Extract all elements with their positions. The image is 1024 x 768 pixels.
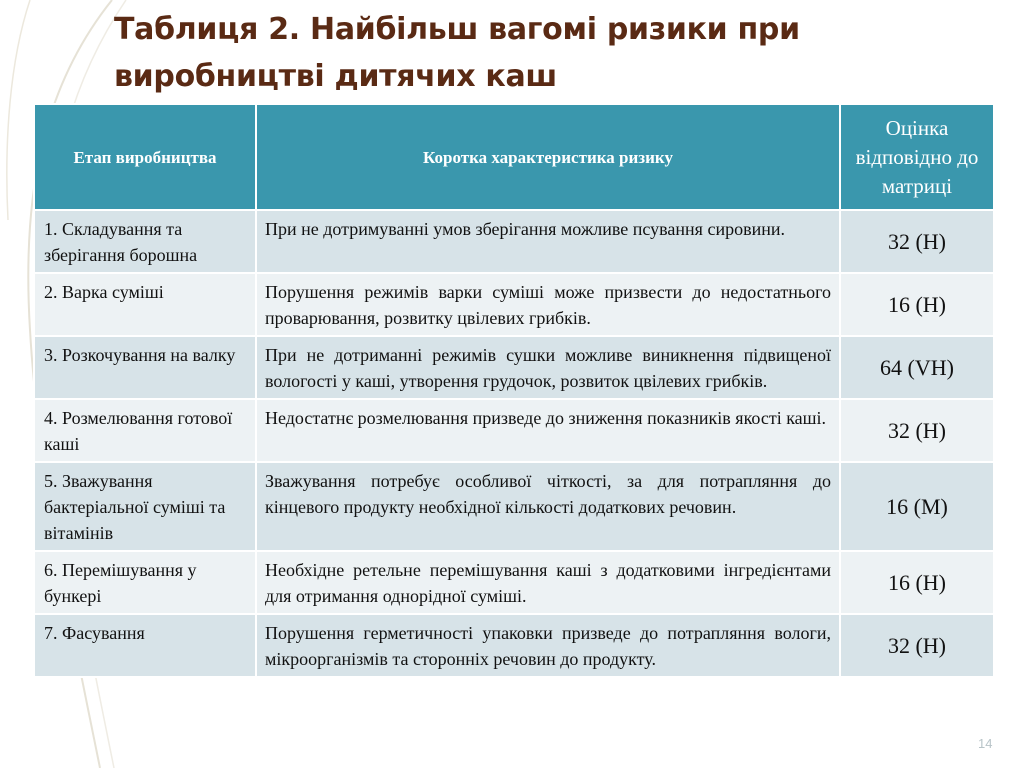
row-stage: 1. Складування та зберігання борошна bbox=[34, 210, 256, 273]
table-row bbox=[34, 462, 994, 551]
row-description: При не дотримуванні умов зберігання можливе псування сировини. bbox=[256, 210, 840, 273]
row-stage: 4. Розмелювання готової каші bbox=[34, 399, 256, 462]
header-description: Коротка характеристика ризику bbox=[256, 104, 840, 210]
row-score: 32 (Н) bbox=[840, 614, 994, 677]
row-score: 64 (VН) bbox=[840, 336, 994, 399]
row-description: Порушення герметичності упаковки призведе до потрапляння вологи, мікроорганізмів та сторонніх речовин до продукту. bbox=[256, 614, 840, 677]
row-description: Недостатнє розмелювання призведе до зниження показників якості каші. bbox=[256, 399, 840, 462]
row-stage: 7. Фасування bbox=[34, 614, 256, 677]
row-description: Зважування потребує особливої чіткості, за для потрапляння до кінцевого продукту необхідної кількості додаткових речовин. bbox=[256, 462, 840, 551]
slide-title: Таблиця 2. Найбільш вагомі ризики при виробництві дитячих каш bbox=[114, 12, 800, 94]
row-stage: 3. Розкочування на валку bbox=[34, 336, 256, 399]
table-row bbox=[34, 399, 994, 462]
table-row bbox=[34, 210, 994, 273]
table-row bbox=[34, 336, 994, 399]
row-stage: 2. Варка суміші bbox=[34, 273, 256, 336]
row-score: 32 (Н) bbox=[840, 210, 994, 273]
header-score: Оцінка відповідно до матриці bbox=[840, 104, 994, 210]
page-number: 14 bbox=[978, 736, 993, 751]
table-header-row bbox=[34, 104, 994, 210]
row-score: 16 (Н) bbox=[840, 551, 994, 614]
header-stage: Етап виробництва bbox=[34, 104, 256, 210]
table-row bbox=[34, 614, 994, 677]
row-score: 16 (М) bbox=[840, 462, 994, 551]
row-description: Порушення режимів варки суміші може призвести до недостатнього проварювання, розвитку цвілевих грибків. bbox=[256, 273, 840, 336]
row-score: 16 (Н) bbox=[840, 273, 994, 336]
table-row bbox=[34, 551, 994, 614]
risks-table bbox=[33, 103, 995, 678]
row-stage: 5. Зважування бактеріальної суміші та вітамінів bbox=[34, 462, 256, 551]
row-score: 32 (Н) bbox=[840, 399, 994, 462]
row-stage: 6. Перемішування у бункері bbox=[34, 551, 256, 614]
row-description: Необхідне ретельне перемішування каші з додатковими інгредієнтами для отримання однорідної суміші. bbox=[256, 551, 840, 614]
table-row bbox=[34, 273, 994, 336]
row-description: При не дотриманні режимів сушки можливе виникнення підвищеної вологості у каші, утворення грудочок, розвиток цвілевих грибків. bbox=[256, 336, 840, 399]
